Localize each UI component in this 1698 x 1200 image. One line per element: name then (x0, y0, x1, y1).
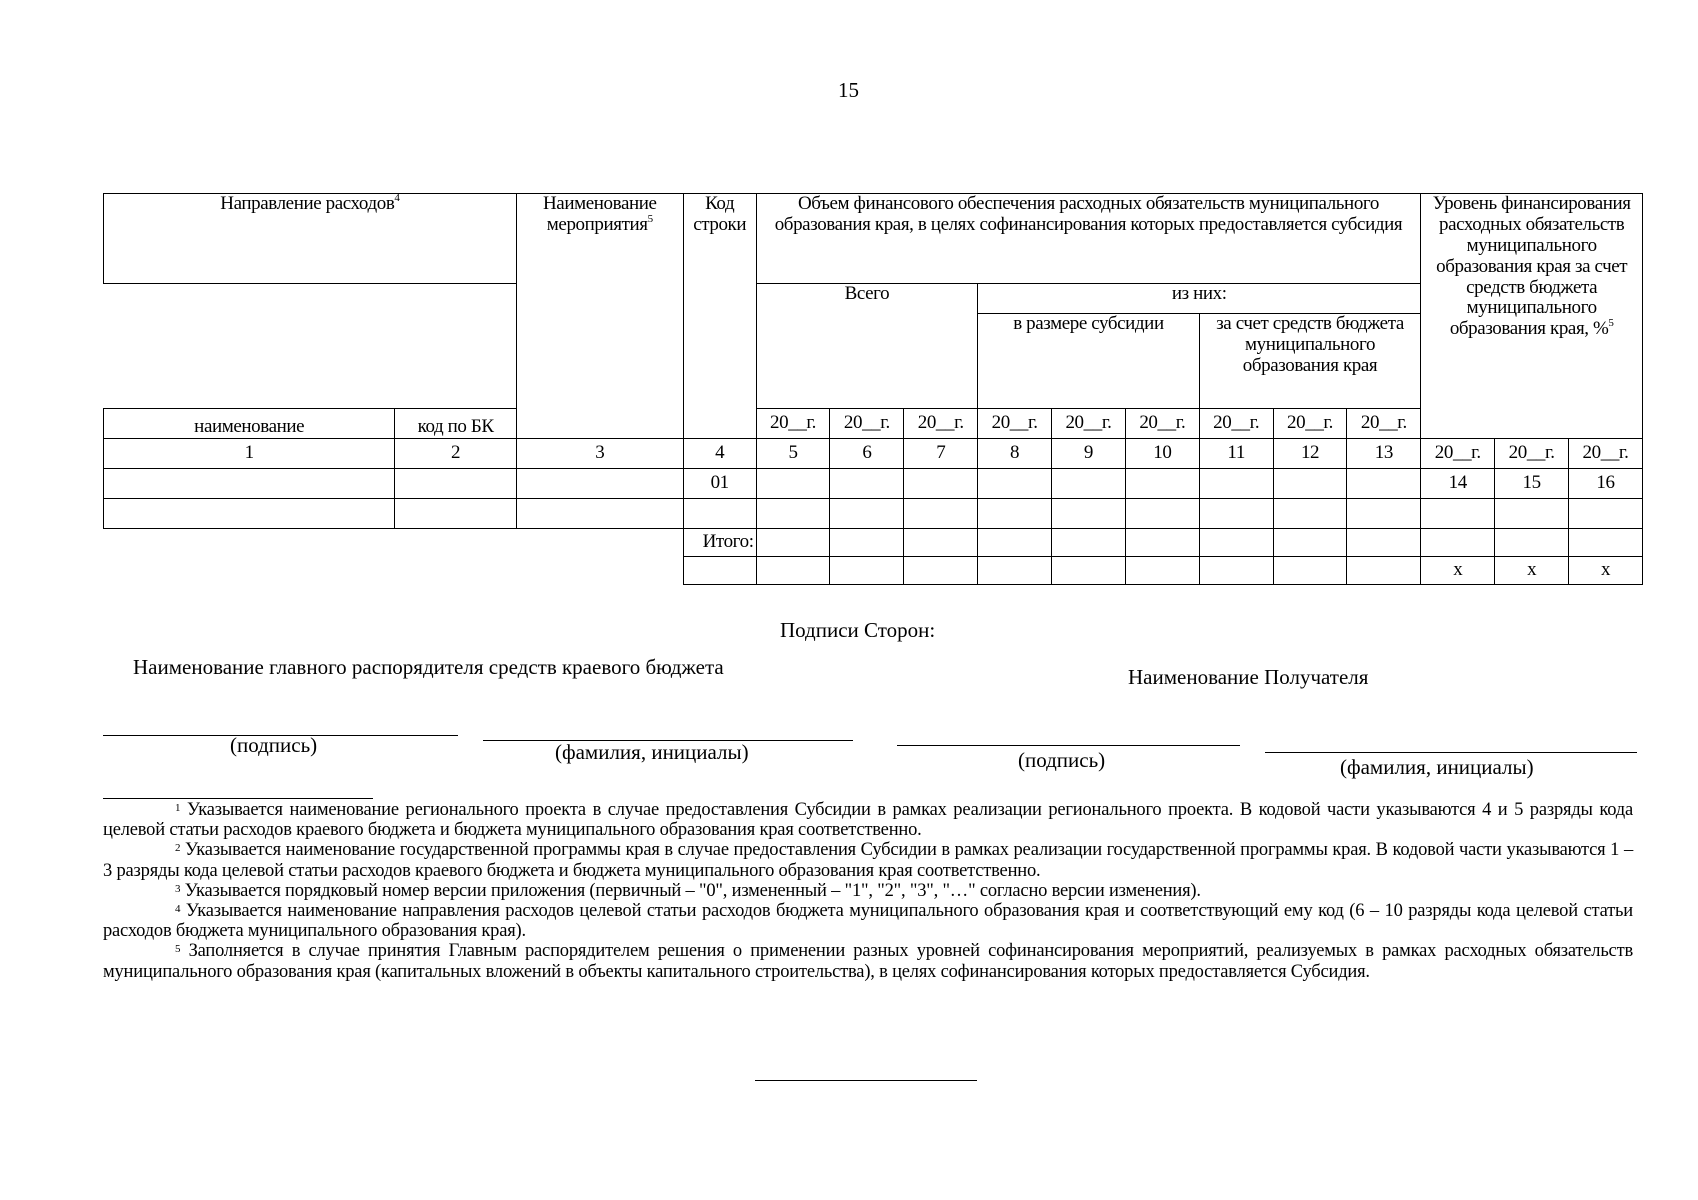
header-row-code: Код строки (683, 194, 756, 439)
recipient-name-line (1265, 752, 1637, 753)
year-label: 20__г. (904, 409, 978, 439)
footnote-separator (103, 798, 373, 799)
footnote: $^3$ Указывается порядковый номер версии приложения (первичный – "0", измененный – "1", "2", "3", "…" согласно версии изменения). (175, 880, 1201, 901)
year-label: 20__г. (978, 409, 1052, 439)
header-row-4 (104, 409, 1643, 439)
header-direction-space (104, 284, 517, 409)
column-number: 7 (904, 439, 978, 469)
footnote: $^5$ Заполняется в случае принятия Главным распорядителем решения о применении разных уровней софинансирования мероприятий, реализуемых в рамках расходных обязательств муниципального образования края (капитальных вложений в объекты капитального строительства), в целях софинансирования которых предоставляется Субсидия. (103, 941, 1633, 982)
header-row-1 (104, 194, 1643, 284)
header-subsidy-size: в размере субсидии (978, 314, 1200, 409)
header-event-name: Наименование мероприятия$^5$ (516, 194, 683, 439)
header-municipal-budget: за счет средств бюджета муниципального образования края (1199, 314, 1421, 409)
footnote: $^4$ Указывается наименование направления расходов целевой статьи расходов бюджета муниципального образования края и соответствующий ему код (6 – 10 разряды кода целевой статьи расходов бюджета муниципального образования края). (103, 901, 1633, 942)
year-label: 20__г. (1273, 409, 1347, 439)
year-label: 20__г. (830, 409, 904, 439)
column-number: 16 (1569, 469, 1643, 499)
grantor-name-caption: (фамилия, инициалы) (555, 740, 749, 764)
year-label: 20__г. (1347, 409, 1421, 439)
footnote: $^2$ Указывается наименование государственной программы края в случае предоставления Субсидии в рамках реализации государственной программы края. В кодовой части указываются 1 – 3 разряды кода целевой статьи расходов краевого бюджета и бюджета муниципального образования края соответственно. (103, 840, 1633, 881)
year-label: 20__г. (1495, 439, 1569, 469)
column-number: 3 (516, 439, 683, 469)
table-row (104, 499, 1643, 529)
column-number: 10 (1125, 439, 1199, 469)
table-row (104, 469, 1643, 499)
year-label: 20__г. (1125, 409, 1199, 439)
column-number: 5 (756, 439, 830, 469)
grantor-signature-caption: (подпись) (230, 733, 318, 757)
header-total: Всего (756, 284, 978, 409)
header-level: Уровень финансирования расходных обязательств муниципального образования края за счет средств бюджета муниципального образования края, %$^5$ (1421, 194, 1643, 439)
column-number: 9 (1052, 439, 1126, 469)
column-number: 14 (1421, 469, 1495, 499)
column-number: 2 (395, 439, 516, 469)
year-label: 20__г. (756, 409, 830, 439)
grantor-name: Наименование главного распорядителя средств краевого бюджета (133, 655, 724, 679)
x-mark: х (1569, 557, 1643, 585)
column-number: 1 (104, 439, 395, 469)
header-direction-name: наименование (104, 409, 395, 439)
column-number: 13 (1347, 439, 1421, 469)
year-label: 20__г. (1569, 439, 1643, 469)
column-number: 6 (830, 439, 904, 469)
page-number: 15 (838, 78, 859, 102)
year-label: 20__г. (1052, 409, 1126, 439)
total-row-x (104, 557, 1643, 585)
financing-table (103, 193, 1643, 585)
column-number: 4 (683, 439, 756, 469)
recipient-name: Наименование Получателя (1128, 665, 1369, 689)
header-volume: Объем финансового обеспечения расходных обязательств муниципального образования края, в целях софинансирования которых предоставляется субсидия (756, 194, 1421, 284)
header-of-them: из них: (978, 284, 1421, 314)
recipient-signature-caption: (подпись) (1018, 748, 1106, 772)
column-number: 15 (1495, 469, 1569, 499)
column-number: 12 (1273, 439, 1347, 469)
signatures-title: Подписи Сторон: (780, 618, 936, 642)
end-separator-line (755, 1080, 977, 1081)
recipient-signature-line (897, 745, 1240, 746)
column-number: 11 (1199, 439, 1273, 469)
header-row-2 (104, 284, 1643, 314)
row-code-value: 01 (683, 469, 756, 499)
year-label: 20__г. (1199, 409, 1273, 439)
x-mark: х (1421, 557, 1495, 585)
total-label: Итого: (683, 529, 756, 557)
header-direction: Направление расходов$^4$ (104, 194, 517, 284)
header-direction-code: код по БК (395, 409, 516, 439)
total-row (104, 529, 1643, 557)
column-number: 8 (978, 439, 1052, 469)
recipient-name-caption: (фамилия, инициалы) (1340, 755, 1534, 779)
column-number-row (104, 439, 1643, 469)
footnote: $^1$ Указывается наименование регионального проекта в случае предоставления Субсидии в рамках реализации регионального проекта. В кодовой части указываются 4 и 5 разряды кода целевой статьи расходов краевого бюджета и бюджета муниципального образования края соответственно. (103, 800, 1633, 841)
x-mark: х (1495, 557, 1569, 585)
year-label: 20__г. (1421, 439, 1495, 469)
footnotes (103, 800, 1633, 982)
